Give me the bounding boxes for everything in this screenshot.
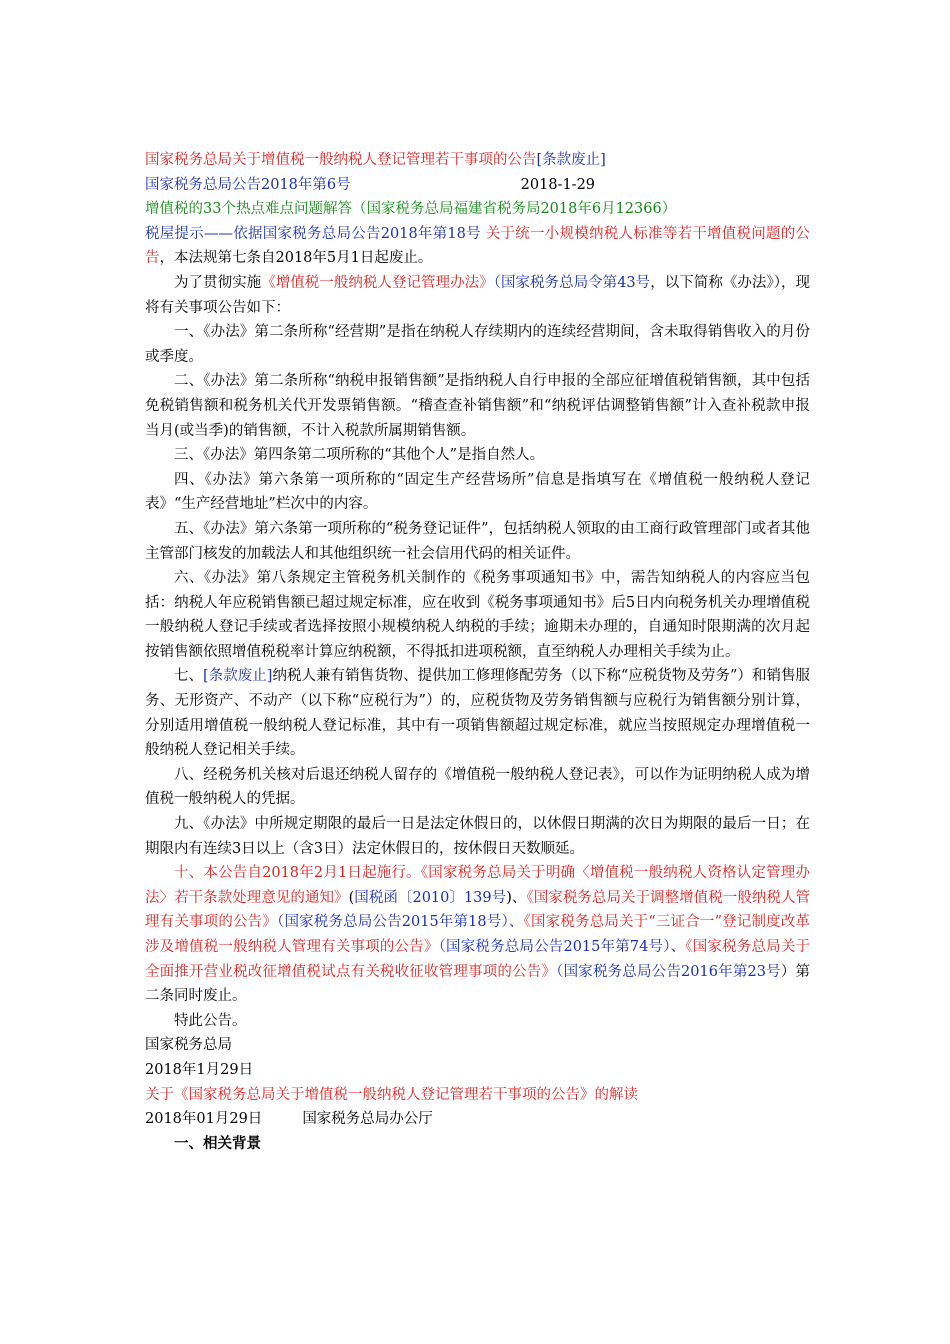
document-page xyxy=(145,148,810,1156)
ref-2015-74-link[interactable]: 国家税务总局公告2015年第74号 xyxy=(446,939,664,955)
tip-paragraph xyxy=(145,222,810,271)
item-7-text: 纳税人兼有销售货物、提供加工修理修配劳务（以下称“应税货物及劳务”）和销售服务、无形资产、不动产（以下称“应税行为”）的，应税货物及劳务销售额与应税行为销售额分别计算，分别适用增值税一般纳税人登记标准，其中有一项销售额超过规定标准，就应当按照规定办理增值税一般纳税人登记相关手续。 xyxy=(145,668,811,759)
item-4: 四、《办法》第六条第一项所称的“固定生产经营场所”信息是指填写在《增值税一般纳税人登记表》“生产经营地址”栏次中的内容。 xyxy=(145,471,810,513)
closing-notice: 特此公告。 xyxy=(174,1012,247,1029)
reading-title-link[interactable]: 关于《国家税务总局关于增值税一般纳税人登记管理若干事项的公告》的解读 xyxy=(145,1086,638,1103)
measures-link[interactable]: 《增值税一般纳税人登记管理办法》 xyxy=(261,274,494,291)
paren: ）、 xyxy=(663,939,686,955)
paren: （ xyxy=(277,914,285,931)
intro-text: 为了贯彻实施 xyxy=(174,274,262,291)
tip-title-link[interactable]: 关于统一小规模纳税人标准等若干增值税问题的公告 xyxy=(145,225,811,267)
doc-number: 国家税务总局公告2018年第6号 xyxy=(145,176,351,193)
item-2: 二、《办法》第二条所称“纳税申报销售额”是指纳税人自行申报的全部应征增值税销售额，其中包括免税销售额和税务机关代开发票销售额。“稽查查补销售额”和“纳税评估调整销售额”计入查补税款申报当月(或当季)的销售额，不计入税款所属期销售额。 xyxy=(145,373,810,439)
intro-paragraph xyxy=(145,271,810,320)
tip-ref-link[interactable]: 国家税务总局公告2018年第18号 xyxy=(262,225,481,242)
title-link[interactable]: 国家税务总局关于增值税一般纳税人登记管理若干事项的公告 xyxy=(145,152,537,168)
item-7-abolished-tag[interactable]: [条款废止] xyxy=(203,668,273,685)
ref-adjust-link[interactable]: 《国家税务总局关于调整增值税一般纳税人管理有关事项的公告》 xyxy=(145,889,811,931)
ref-three-in-one-link[interactable]: 《国家税务总局关于“三证合一”登记制度改革涉及增值税一般纳税人管理有关事项的公告》 xyxy=(145,914,811,955)
section-heading: 一、相关背景 xyxy=(174,1134,261,1152)
intro-paren: （ xyxy=(493,274,501,291)
announcement-title xyxy=(145,148,810,173)
ref-2015-18-link[interactable]: 国家税务总局公告2015年第18号 xyxy=(284,914,502,931)
ref-vat-reform-link[interactable]: 《国家税务总局关于全面推开营业税改征增值税试点有关税收征收管理事项的公告》 xyxy=(145,939,811,980)
hot-qa-link[interactable]: 增值税的33个热点难点问题解答（国家税务总局福建省税务局2018年6月12366） xyxy=(145,201,677,218)
issuer: 国家税务总局 xyxy=(145,1037,232,1054)
paren: )、 xyxy=(506,889,527,906)
item-8: 八、经税务机关核对后退还纳税人留存的《增值税一般纳税人登记表》，可以作为证明纳税人成为增值税一般纳税人的凭据。 xyxy=(145,766,810,808)
doc-date: 2018-1-29 xyxy=(520,176,596,193)
reading-office: 国家税务总局办公厅 xyxy=(302,1111,433,1128)
reading-title xyxy=(145,1083,810,1108)
item-3: 三、《办法》第四条第二项所称的“其他个人”是指自然人。 xyxy=(174,447,545,464)
item-1: 一、《办法》第二条所称“经营期”是指在纳税人存续期内的连续经营期间，含未取得销售收入的月份或季度。 xyxy=(145,324,810,365)
doc-meta xyxy=(145,173,810,198)
reading-meta xyxy=(145,1107,810,1132)
item-10 xyxy=(145,861,810,1009)
intro-text-2: ，以下简称《办法》），现将有关事项公告如下： xyxy=(145,274,811,316)
paren: （ xyxy=(556,963,564,980)
item-9: 九、《办法》中所规定期限的最后一日是法定休假日的，以休假日期满的次日为期限的最后一日；在期限内有连续3日以上（含3日）法定休假日的，按休假日天数顺延。 xyxy=(145,816,810,857)
ref-2016-23-link[interactable]: 国家税务总局公告2016年第23号 xyxy=(563,963,781,980)
tip-prefix: 税屋提示——依据 xyxy=(145,225,263,242)
item-10-effective: 十、本公告自2018年2月1日起施行。 xyxy=(174,865,421,882)
item-6: 六、《办法》第八条规定主管税务机关制作的《税务事项通知书》中，需告知纳税人的内容应当包括：纳税人年应税销售额已超过规定标准，应在收到《税务事项通知书》后5日内向税务机关办理增值税一般纳税人登记手续或者选择按照小规模纳税人纳税的手续；逾期未办理的，自通知时限期满的次月起按销售额依照增值税税率计算应纳税额，不得抵扣进项税额，直至纳税人办理相关手续为止。 xyxy=(145,570,810,660)
paren: （ xyxy=(438,939,447,955)
ref-notice-link[interactable]: 《国家税务总局关于明确〈增值税一般纳税人资格认定管理办法〉若干条款处理意见的通知》 xyxy=(145,865,810,906)
clause-abolished-tag[interactable]: [条款废止] xyxy=(536,152,606,168)
item-7-prefix: 七、 xyxy=(174,668,204,685)
order-43-link[interactable]: 国家税务总局令第43号 xyxy=(500,274,651,291)
item-7 xyxy=(145,664,810,762)
ref-guoshuihan-link[interactable]: 国税函〔2010〕139号 xyxy=(354,889,507,906)
item-5: 五、《办法》第六条第一项所称的“税务登记证件”，包括纳税人领取的由工商行政管理部门或者其他主管部门核发的加载法人和其他组织统一社会信用代码的相关证件。 xyxy=(145,520,810,562)
paren: ( xyxy=(348,889,355,906)
issue-date: 2018年1月29日 xyxy=(145,1061,254,1078)
hot-qa-line xyxy=(145,197,810,222)
reading-date: 2018年01月29日 xyxy=(145,1111,263,1128)
item-10-tail: ）第二条同时废止。 xyxy=(145,963,811,1005)
tip-tail: ，本法规第七条自2018年5月1日起废止。 xyxy=(159,250,433,267)
paren: ）、 xyxy=(501,914,524,931)
